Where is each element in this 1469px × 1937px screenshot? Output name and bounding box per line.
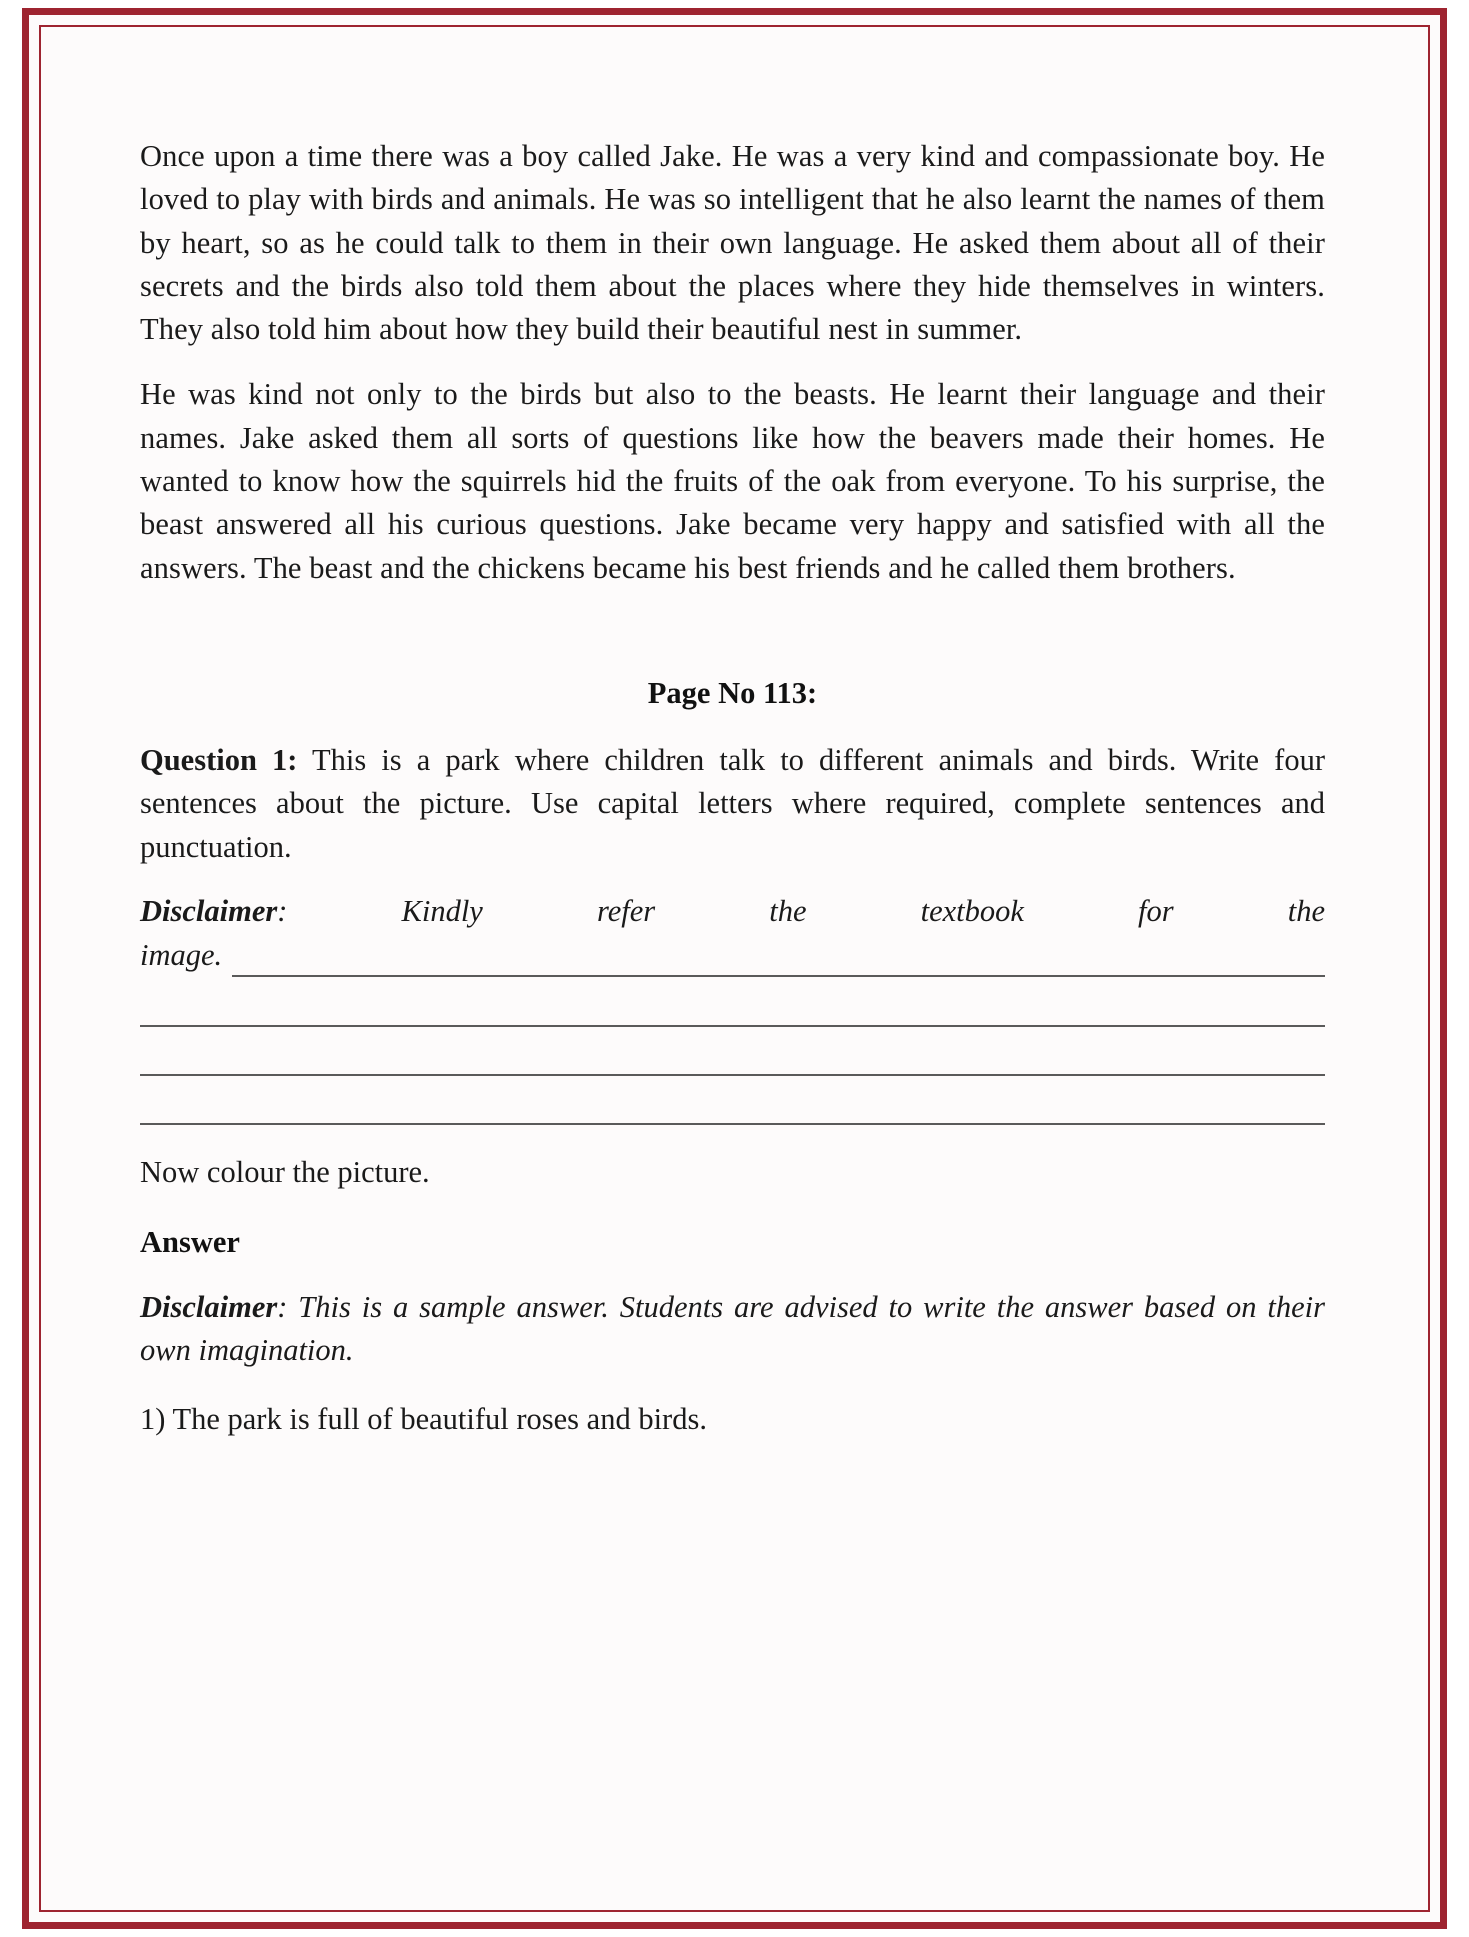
question-1-text: This is a park where children talk to different animals and birds. Write four sentences about the picture. Use capital letters where required, complete sentences and punctuation. [140,742,1325,864]
image-disclaimer-tail-row [140,933,1325,977]
image-disclaimer-lead: Disclaimer [140,893,278,928]
answer-rule-3[interactable] [140,1027,1325,1076]
answer-rule-2[interactable] [140,981,1325,1027]
answer-disclaimer-body: : This is a sample answer. Students are advised to write the answer based on their own imagination. [140,1289,1325,1367]
image-disclaimer-tail: image. [140,938,223,973]
answer-rule-1[interactable] [232,947,1325,977]
answer-disclaimer [140,1286,1325,1373]
image-disclaimer-line [140,889,1325,933]
question-1 [140,739,1325,869]
page-number-heading: Page No 113: [647,675,818,710]
image-disclaimer [140,889,1325,977]
answer-rule-4[interactable] [140,1076,1325,1125]
story-paragraph-1: Once upon a time there was a boy called Jake. He was a very kind and compassionate boy. He loved to play with birds and animals. He was so intelligent that he also learnt the names of them by heart, so as he could talk to them in their own language. He asked them about all of their secrets and the birds also told them about the places where they hide themselves in winters. They also told him about how they build their beautiful nest in summer. [140,139,1325,347]
colour-instruction: Now colour the picture. [140,1155,430,1190]
story-paragraph-2: He was kind not only to the birds but also to the beasts. He learnt their language and their names. Jake asked them all sorts of questions like how the beavers made their homes. He wanted to know how the squirrels hid the fruits of the oak from everyone. To his surprise, the beast answered all his curious questions. Jake became very happy and satisfied with all the answers. The beast and the chickens became his best friends and he called them brothers. [140,377,1325,585]
answer-disclaimer-lead: Disclaimer [140,1289,278,1324]
answer-item-1: 1) The park is full of beautiful roses and birds. [140,1402,707,1437]
page-content [140,135,1325,1441]
answer-heading: Answer [140,1224,240,1259]
question-1-label: Question 1: [140,742,298,777]
image-disclaimer-body: : Kindly refer the textbook for the [277,893,1325,928]
